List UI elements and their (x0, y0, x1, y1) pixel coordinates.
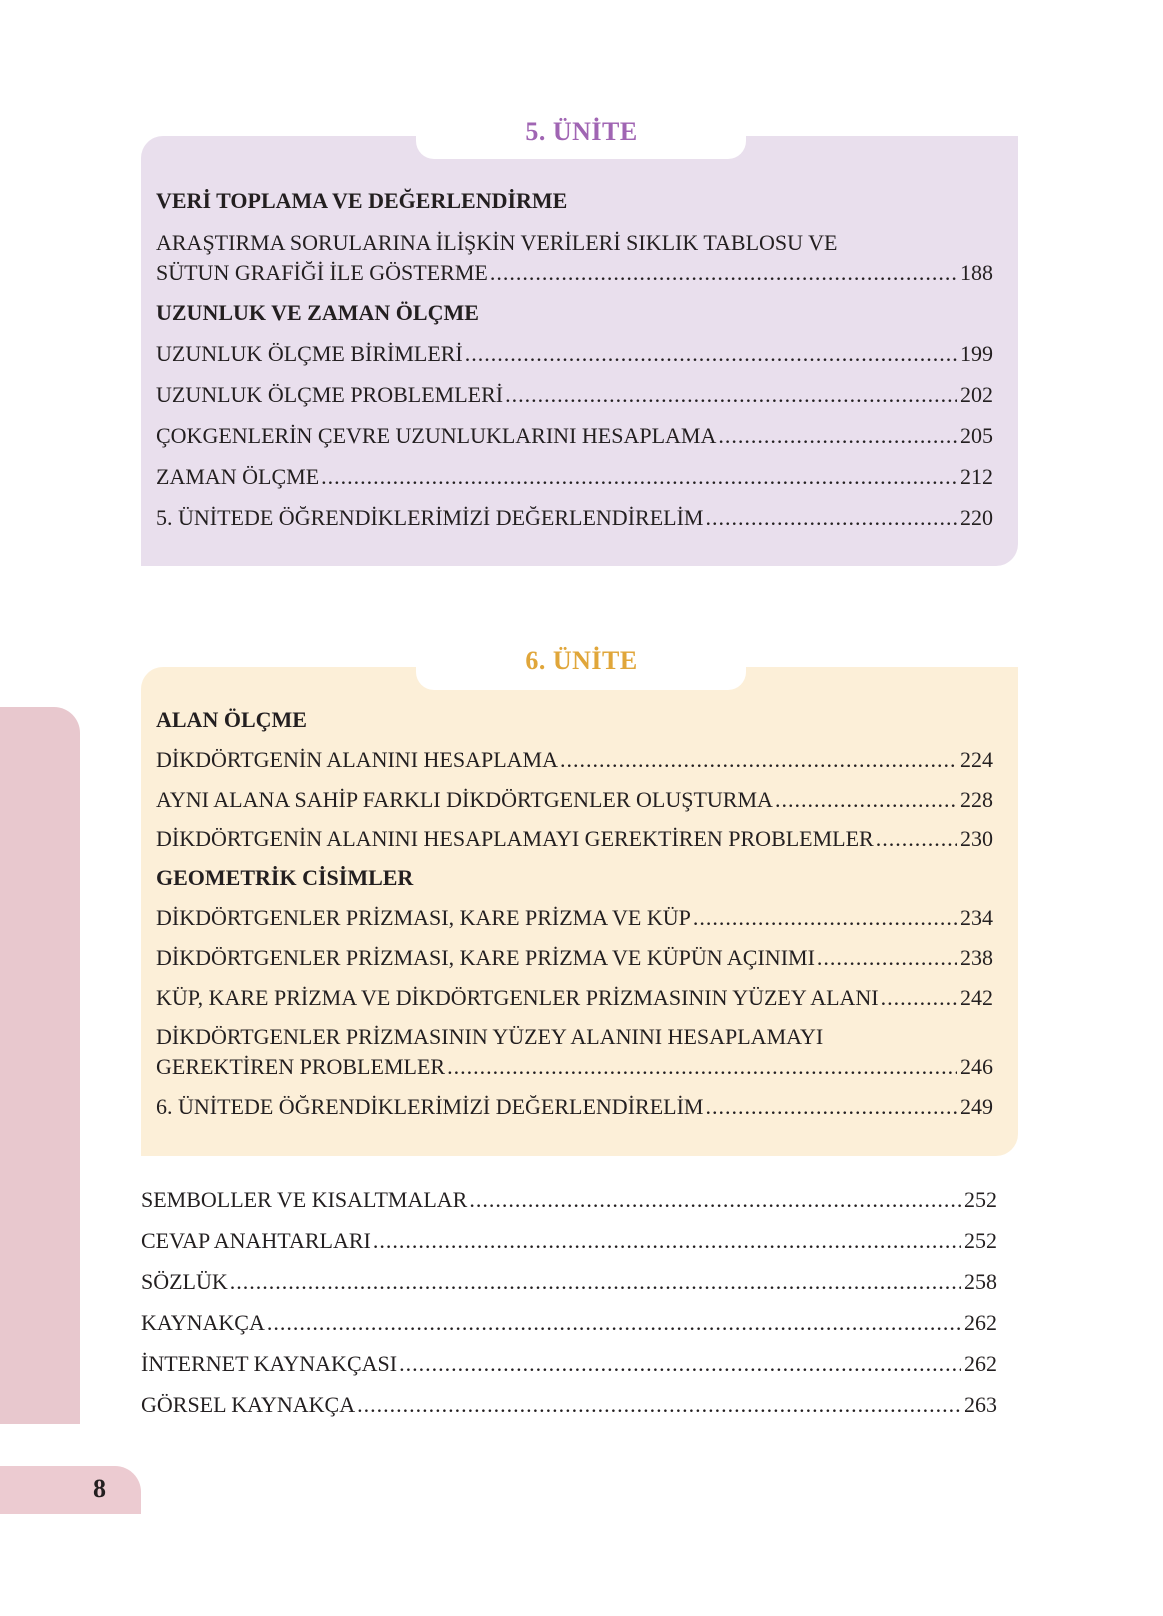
toc-entry[interactable] (156, 421, 993, 451)
toc-page-number: 199 (960, 341, 993, 366)
dot-leader (705, 503, 957, 533)
toc-page-number: 202 (960, 382, 993, 407)
toc-entry[interactable] (141, 1390, 997, 1420)
toc-entry[interactable] (156, 745, 993, 775)
page-number: 8 (93, 1474, 106, 1503)
section-heading: GEOMETRİK CİSİMLER (156, 865, 414, 890)
toc-page-number: 258 (964, 1269, 997, 1294)
toc-entry[interactable] (156, 258, 993, 288)
toc-page-number: 262 (964, 1310, 997, 1335)
toc-entry[interactable] (156, 1052, 993, 1082)
dot-leader (447, 1052, 957, 1082)
toc-entry[interactable] (156, 462, 993, 492)
toc-entry-line: ARAŞTIRMA SORULARINA İLİŞKİN VERİLERİ SIKLIK TABLOSU VE (156, 230, 838, 255)
toc-entry[interactable] (156, 943, 993, 973)
toc-page-number: 212 (960, 464, 993, 489)
dot-leader (718, 421, 957, 451)
toc-entry-label: GÖRSEL KAYNAKÇA (141, 1392, 356, 1417)
toc-entry-label: GEREKTİREN PROBLEMLER (156, 1054, 446, 1079)
unit-6-title: 6. ÜNİTE (525, 646, 638, 675)
toc-page-number: 252 (964, 1228, 997, 1253)
toc-page-number: 262 (964, 1351, 997, 1376)
toc-page-number: 224 (960, 747, 993, 772)
toc-page-number: 228 (960, 787, 993, 812)
toc-entry-label: DİKDÖRTGENİN ALANINI HESAPLAMA (156, 747, 558, 772)
toc-entry-label: SÖZLÜK (141, 1269, 228, 1294)
toc-entry[interactable] (141, 1308, 997, 1338)
toc-page-number: 220 (960, 505, 993, 530)
toc-page-number: 242 (960, 985, 993, 1010)
toc-entry-label: SÜTUN GRAFİĞİ İLE GÖSTERME (156, 260, 488, 285)
toc-entry[interactable] (156, 339, 993, 369)
dot-leader (321, 462, 957, 492)
dot-leader (230, 1267, 961, 1297)
toc-entry-label: CEVAP ANAHTARLARI (141, 1228, 371, 1253)
toc-entry[interactable] (141, 1349, 997, 1379)
toc-entry-label: ZAMAN ÖLÇME (156, 464, 320, 489)
toc-entry[interactable] (141, 1226, 997, 1256)
toc-page-number: 246 (960, 1054, 993, 1079)
toc-entry[interactable] (156, 380, 993, 410)
toc-entry-label: KÜP, KARE PRİZMA VE DİKDÖRTGENLER PRİZMASININ YÜZEY ALANI (156, 985, 879, 1010)
toc-entry[interactable] (156, 785, 993, 815)
toc-entry-label: UZUNLUK ÖLÇME PROBLEMLERİ (156, 382, 504, 407)
toc-entry[interactable] (156, 503, 993, 533)
toc-entry[interactable] (156, 983, 993, 1013)
toc-entry[interactable] (156, 824, 993, 854)
dot-leader (490, 258, 957, 288)
toc-entry-label: İNTERNET KAYNAKÇASI (141, 1351, 398, 1376)
toc-page-number: 234 (960, 905, 993, 930)
toc-page-number: 263 (964, 1392, 997, 1417)
toc-entry-label: DİKDÖRTGENLER PRİZMASI, KARE PRİZMA VE KÜPÜN AÇINIMI (156, 945, 815, 970)
toc-entry-label: AYNI ALANA SAHİP FARKLI DİKDÖRTGENLER OLUŞTURMA (156, 787, 773, 812)
toc-entry-label: DİKDÖRTGENLER PRİZMASI, KARE PRİZMA VE KÜP (156, 905, 691, 930)
toc-entry-label: UZUNLUK ÖLÇME BİRİMLERİ (156, 341, 463, 366)
section-heading: VERİ TOPLAMA VE DEĞERLENDİRME (156, 188, 568, 213)
toc-entry-label: SEMBOLLER VE KISALTMALAR (141, 1187, 468, 1212)
toc-page-number: 238 (960, 945, 993, 970)
toc-page-number: 188 (960, 260, 993, 285)
dot-leader (560, 745, 957, 775)
dot-leader (399, 1349, 961, 1379)
toc-entry[interactable] (141, 1185, 997, 1215)
dot-leader (876, 824, 957, 854)
toc-page-number: 252 (964, 1187, 997, 1212)
toc-entry-label: ÇOKGENLERİN ÇEVRE UZUNLUKLARINI HESAPLAMA (156, 423, 717, 448)
toc-entry-label: DİKDÖRTGENİN ALANINI HESAPLAMAYI GEREKTİREN PROBLEMLER (156, 826, 874, 851)
dot-leader (373, 1226, 961, 1256)
toc-page-number: 230 (960, 826, 993, 851)
toc-page-number: 205 (960, 423, 993, 448)
dot-leader (817, 943, 957, 973)
dot-leader (505, 380, 957, 410)
dot-leader (469, 1185, 961, 1215)
toc-entry[interactable] (156, 903, 993, 933)
toc-page-number: 249 (960, 1094, 993, 1119)
toc-entry-label: 6. ÜNİTEDE ÖĞRENDİKLERİMİZİ DEĞERLENDİRELİM (156, 1094, 704, 1119)
section-heading: UZUNLUK VE ZAMAN ÖLÇME (156, 300, 479, 325)
toc-entry-label: 5. ÜNİTEDE ÖĞRENDİKLERİMİZİ DEĞERLENDİRELİM (156, 505, 704, 530)
dot-leader (693, 903, 957, 933)
toc-entry-line: DİKDÖRTGENLER PRİZMASININ YÜZEY ALANINI HESAPLAMAYI (156, 1024, 824, 1049)
unit-5-title: 5. ÜNİTE (525, 117, 638, 146)
dot-leader (881, 983, 957, 1013)
dot-leader (267, 1308, 961, 1338)
toc-entry[interactable] (141, 1267, 997, 1297)
dot-leader (705, 1092, 957, 1122)
section-heading: ALAN ÖLÇME (156, 707, 307, 732)
toc-entry-label: KAYNAKÇA (141, 1310, 265, 1335)
sidebar-strip (0, 707, 80, 1424)
dot-leader (357, 1390, 961, 1420)
dot-leader (465, 339, 957, 369)
toc-entry[interactable] (156, 1092, 993, 1122)
dot-leader (775, 785, 957, 815)
